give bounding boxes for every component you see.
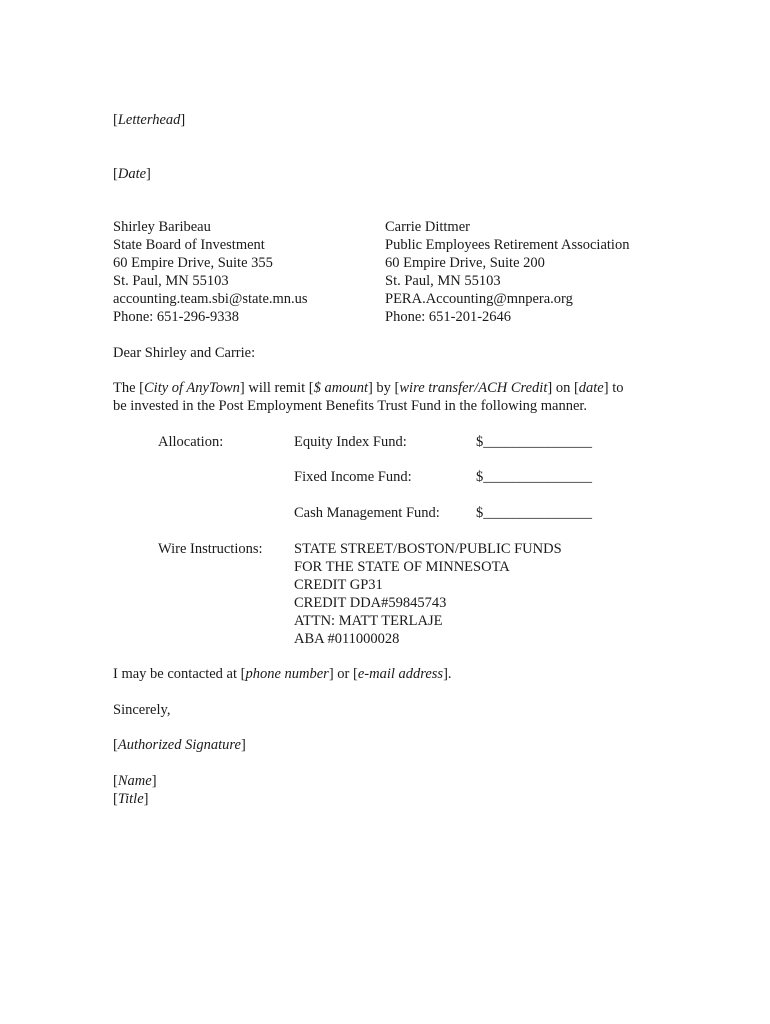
- fund-name: Equity Index Fund:: [294, 434, 407, 450]
- signature-placeholder: [Authorized Signature]: [113, 737, 246, 753]
- wire-line: CREDIT DDA#59845743: [294, 595, 447, 611]
- body-paragraph: [113, 379, 623, 415]
- letterhead-placeholder: [Letterhead]: [113, 112, 186, 128]
- fund-amount-blank: $_______________: [476, 505, 592, 521]
- recipient-org: State Board of Investment: [113, 237, 265, 253]
- recipient-city: St. Paul, MN 55103: [385, 273, 501, 289]
- name-placeholder: [Name]: [113, 773, 157, 789]
- wire-line: STATE STREET/BOSTON/PUBLIC FUNDS: [294, 541, 562, 557]
- recipient-email: PERA.Accounting@mnpera.org: [385, 291, 573, 307]
- wire-line: CREDIT GP31: [294, 577, 383, 593]
- salutation: Dear Shirley and Carrie:: [113, 345, 256, 361]
- closing: Sincerely,: [113, 702, 171, 718]
- fund-amount-blank: $_______________: [476, 434, 592, 450]
- recipient-name: Shirley Baribeau: [113, 219, 211, 235]
- fund-amount-blank: $_______________: [476, 469, 592, 485]
- recipient-street: 60 Empire Drive, Suite 355: [113, 255, 273, 271]
- title-placeholder: [Title]: [113, 791, 149, 807]
- recipient-phone: Phone: 651-296-9338: [113, 309, 240, 325]
- wire-line: ATTN: MATT TERLAJE: [294, 613, 443, 629]
- recipient-email: accounting.team.sbi@state.mn.us: [113, 291, 308, 307]
- body-line-1: The [City of AnyTown] will remit [$ amount] by [wire transfer/ACH Credit] on [date] to: [113, 380, 624, 396]
- fund-name: Fixed Income Fund:: [294, 469, 412, 485]
- wire-line: ABA #011000028: [294, 631, 400, 647]
- wire-instructions-block: [294, 540, 562, 648]
- recipient-name: Carrie Dittmer: [385, 219, 470, 235]
- recipient-city: St. Paul, MN 55103: [113, 273, 229, 289]
- recipient-street: 60 Empire Drive, Suite 200: [385, 255, 545, 271]
- wire-line: FOR THE STATE OF MINNESOTA: [294, 559, 510, 575]
- recipient-phone: Phone: 651-201-2646: [385, 309, 512, 325]
- body-line-2: be invested in the Post Employment Benefits Trust Fund in the following manner.: [113, 398, 588, 414]
- contact-line: I may be contacted at [phone number] or [e-mail address].: [113, 666, 452, 682]
- allocation-label: Allocation:: [158, 434, 224, 450]
- recipient-org: Public Employees Retirement Association: [385, 237, 630, 253]
- recipient-block-2: [385, 218, 629, 326]
- fund-name: Cash Management Fund:: [294, 505, 440, 521]
- recipient-block-1: [113, 218, 308, 326]
- date-placeholder: [Date]: [113, 166, 151, 182]
- wire-instructions-label: Wire Instructions:: [158, 541, 263, 557]
